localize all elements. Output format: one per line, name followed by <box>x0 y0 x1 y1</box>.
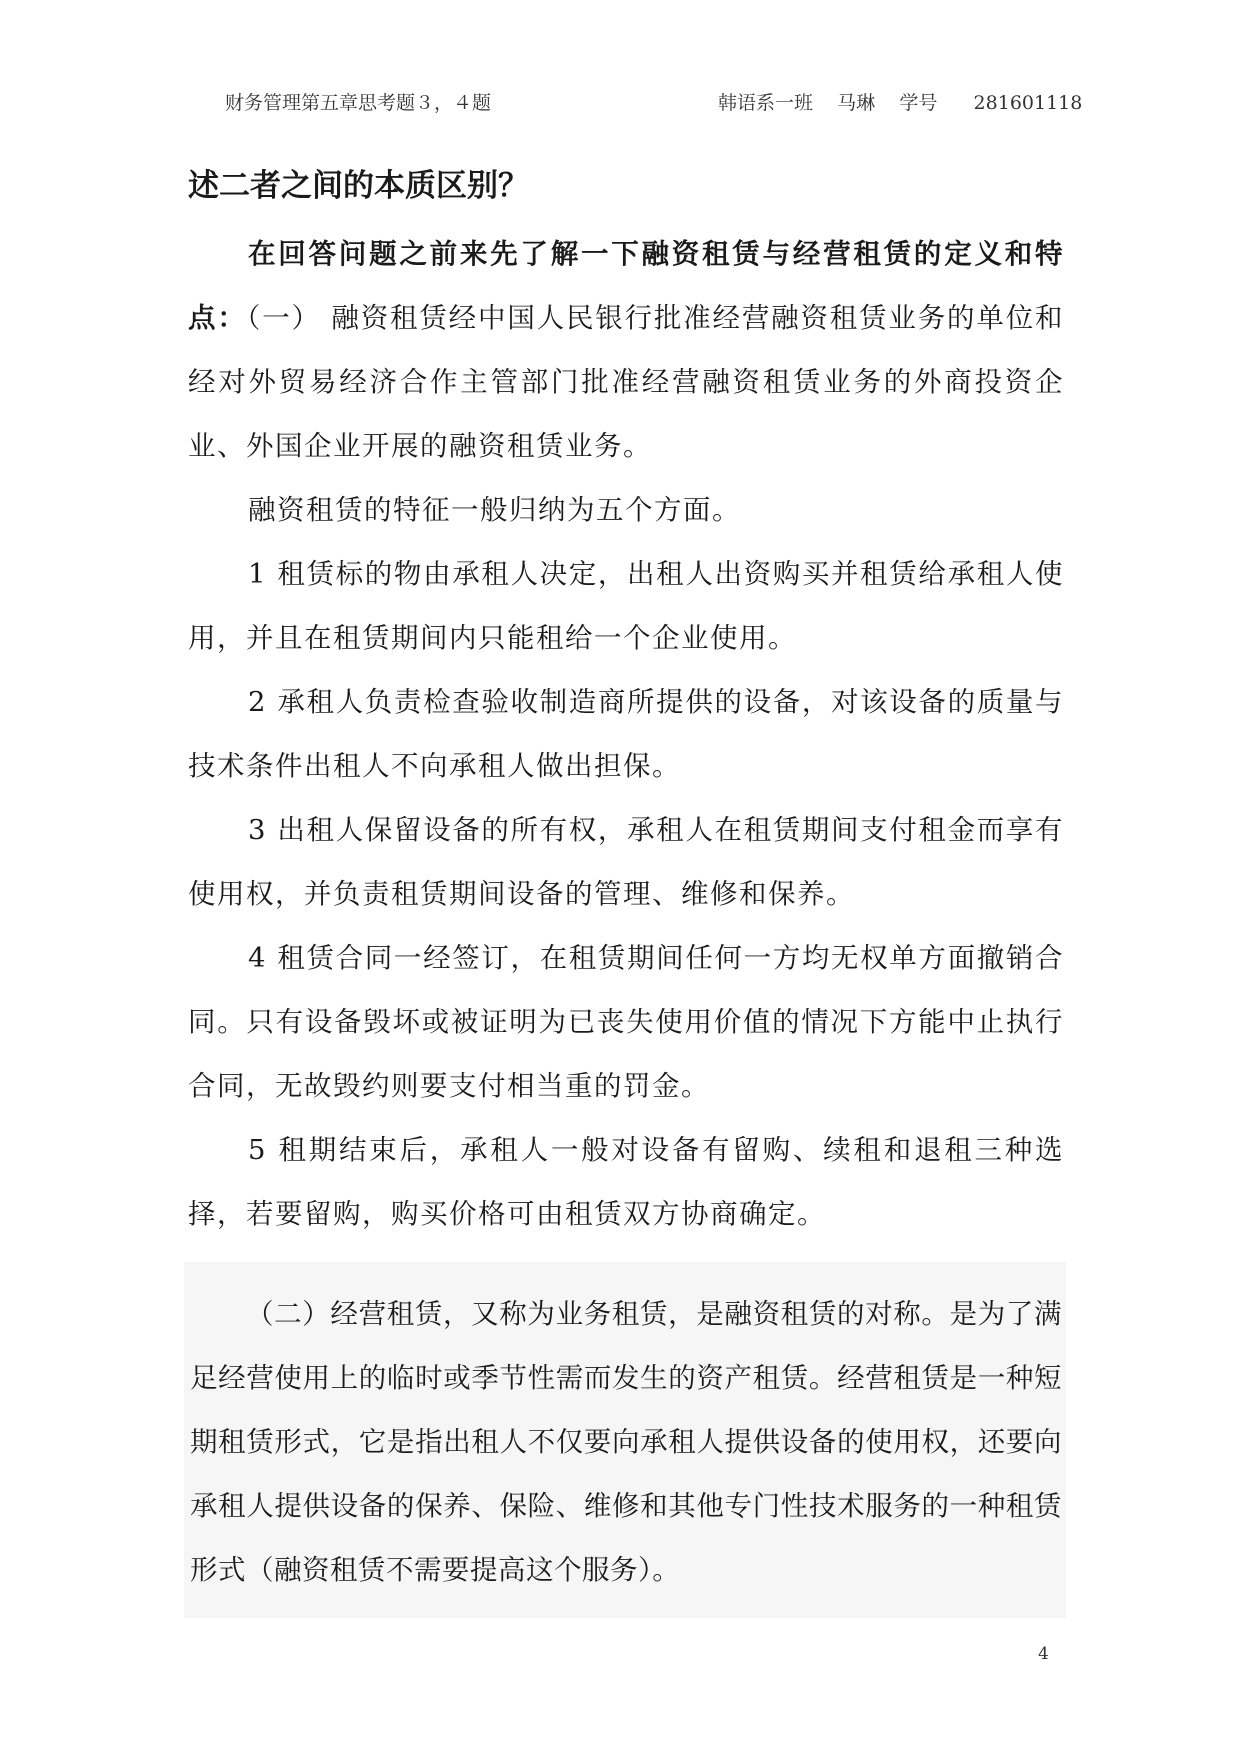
body-text <box>188 222 1064 1246</box>
intro-paragraph <box>188 222 1064 478</box>
paragraph-item-2: 2 承租人负责检查验收制造商所提供的设备，对该设备的质量与技术条件出租人不向承租人做出担保。 <box>188 686 1064 782</box>
paragraph-features: 融资租赁的特征一般归纳为五个方面。 <box>248 494 741 526</box>
paragraph-item-4: 4 租赁合同一经签订，在租赁期间任何一方均无权单方面撤销合同。只有设备毁坏或被证明为已丧失使用价值的情况下方能中止执行合同，无故毁约则要支付相当重的罚金。 <box>188 942 1064 1102</box>
paragraph-item-1: 1 租赁标的物由承租人决定，出租人出资购买并租赁给承租人使用，并且在租赁期间内只能租给一个企业使用。 <box>188 558 1064 654</box>
intro-bold-lead: 在回答问题之前来先了解一下融资租赁与经营租赁的定义和特点 <box>188 238 1064 334</box>
page-title: 述二者之间的本质区别？ <box>188 168 529 204</box>
intro-bold-colon: ： <box>217 302 247 334</box>
page-number: 4 <box>1038 1644 1049 1664</box>
intro-rest: （一） 融资租赁经中国人民银行批准经营融资租赁业务的单位和经对外贸易经济合作主管部门批准经营融资租赁业务的外商投资企业、外国企业开展的融资租赁业务。 <box>188 302 1065 462</box>
paragraph-item-5: 5 租期结束后，承租人一般对设备有留购、续租和退租三种选择，若要留购，购买价格可由租赁双方协商确定。 <box>188 1134 1064 1230</box>
paragraph-item-3: 3 出租人保留设备的所有权，承租人在租赁期间支付租金而享有使用权，并负责租赁期间设备的管理、维修和保养。 <box>188 814 1064 910</box>
header-right: 韩语系一班 马琳 学号 281601118 <box>718 92 1083 114</box>
header-left: 财务管理第五章思考题３，４题 <box>225 92 492 114</box>
section-two-paragraph: （二）经营租赁，又称为业务租赁，是融资租赁的对称。是为了满足经营使用上的临时或季节性需而发生的资产租赁。经营租赁是一种短期租赁形式，它是指出租人不仅要向承租人提供设备的使用权，还要向承租人提供设备的保养、保险、维修和其他专门性技术服务的一种租赁形式（融资租赁不需要提高这个服务）。 <box>190 1298 1062 1586</box>
